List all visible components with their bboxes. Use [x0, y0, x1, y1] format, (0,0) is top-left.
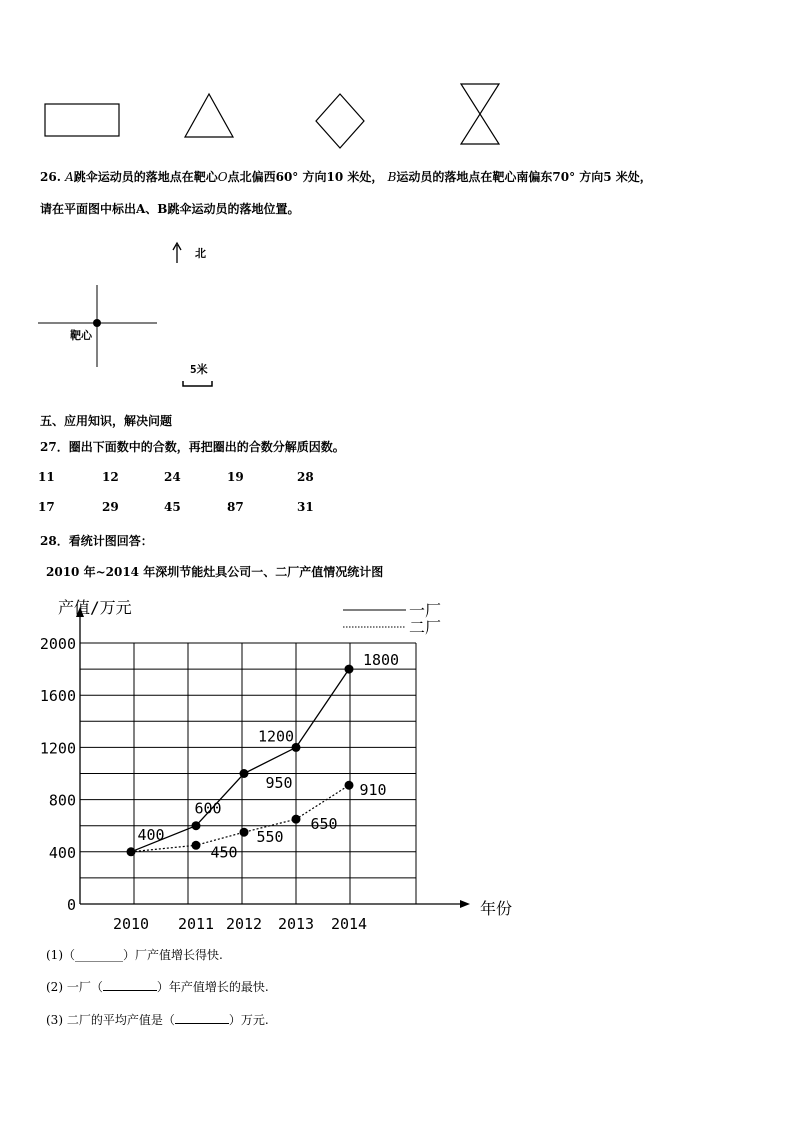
number-cell[interactable]: 45: [164, 500, 181, 514]
line-chart: [0, 585, 560, 940]
data-point: [292, 815, 301, 824]
data-label: 550: [256, 828, 284, 847]
legend-label: 二厂: [409, 618, 442, 637]
target-center-dot: [93, 319, 101, 327]
x-axis-label: 年份: [480, 899, 513, 918]
chart-title: 2010 年~2014 年深圳节能灶具公司一、二厂产值情况统计图: [46, 565, 384, 579]
number-cell[interactable]: 28: [297, 470, 314, 484]
section-title: 五、应用知识，解决问题: [40, 414, 173, 428]
x-tick-label: 2012: [225, 915, 263, 933]
north-label: 北: [195, 247, 206, 260]
center-label: 靶心: [70, 329, 92, 342]
data-label: 1800: [362, 651, 400, 670]
data-label: 950: [265, 774, 293, 793]
answer-blank[interactable]: [103, 979, 157, 991]
hourglass-shape: [461, 84, 499, 144]
data-point: [345, 665, 354, 674]
q26-line1: 26. A跳伞运动员的落地点在靶心O点北偏西60° 方向10 米处， B运动员的落地点在靶心南偏东70° 方向5 米处，: [40, 170, 652, 184]
y-tick-label: 1200: [39, 739, 76, 758]
number-cell[interactable]: 29: [102, 500, 119, 514]
data-point: [345, 781, 354, 790]
x-tick-label: 2014: [330, 915, 368, 933]
number-cell[interactable]: 31: [297, 500, 314, 514]
triangle-shape: [185, 94, 233, 137]
y-tick-label: 2000: [39, 635, 76, 653]
shapes-row: [0, 80, 794, 150]
y-tick-label: 0: [66, 896, 76, 914]
legend-label: 一厂: [409, 601, 442, 620]
number-cell[interactable]: 17: [38, 500, 55, 514]
number-cell[interactable]: 11: [38, 470, 55, 484]
data-label: 910: [359, 781, 387, 800]
q28-text: 28．看统计图回答：: [40, 534, 153, 548]
rhombus-shape: [316, 94, 364, 148]
q26-number: 26.: [40, 170, 61, 184]
q26-line2: 请在平面图中标出A、B跳伞运动员的落地位置。: [40, 202, 300, 216]
number-cell[interactable]: 87: [227, 500, 244, 514]
sub-question-3: (3) 二厂的平均产值是（ ）万元.: [46, 1013, 269, 1027]
x-tick-label: 2013: [277, 915, 315, 933]
data-point: [127, 847, 136, 856]
y-axis-label: 产值/万元: [58, 598, 132, 617]
y-tick-label: 1600: [39, 687, 76, 706]
data-label: 650: [310, 815, 338, 834]
scale-bar: [183, 381, 212, 386]
target-diagram: [30, 235, 230, 395]
data-point: [240, 828, 249, 837]
x-tick-label: 2011: [177, 915, 215, 933]
rectangle-shape: [45, 104, 119, 136]
answer-blank[interactable]: [175, 1012, 229, 1024]
data-point: [240, 769, 249, 778]
y-tick-label: 400: [48, 843, 76, 862]
number-cell[interactable]: 19: [227, 470, 244, 484]
x-axis-arrow-icon: [460, 900, 470, 908]
sub-question-2: (2) 一厂（ ）年产值增长的最快.: [46, 980, 269, 994]
data-label: 600: [194, 799, 222, 818]
scale-label: 5米: [190, 363, 208, 376]
sub-question-1: (1)（________）厂产值增长得快.: [46, 948, 223, 962]
data-label: 400: [137, 825, 165, 844]
data-label: 450: [210, 843, 238, 862]
data-point: [192, 821, 201, 830]
number-cell[interactable]: 12: [102, 470, 119, 484]
x-tick-label: 2010: [112, 915, 150, 933]
number-cell[interactable]: 24: [164, 470, 181, 484]
q27-text: 27．圈出下面数中的合数，再把圈出的合数分解质因数。: [40, 440, 345, 454]
y-tick-label: 800: [48, 791, 76, 810]
data-point: [192, 841, 201, 850]
data-label: 1200: [257, 727, 295, 746]
